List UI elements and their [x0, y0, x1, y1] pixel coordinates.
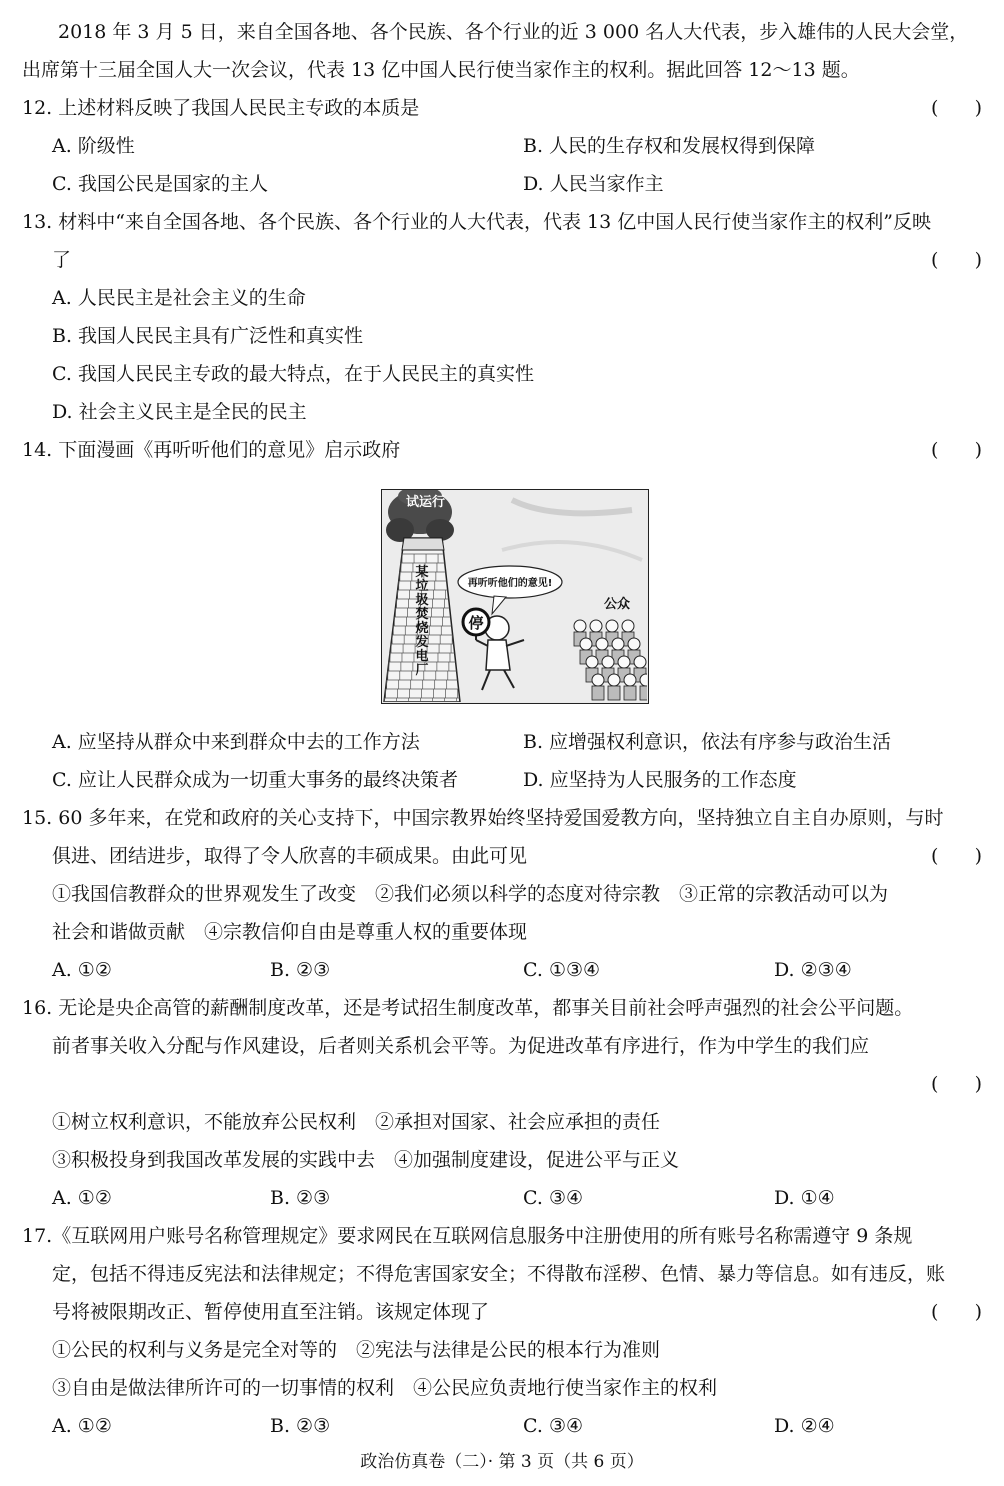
q16-option-b: B. ②③: [270, 1187, 331, 1209]
q13-stem-line-2: 了: [52, 249, 72, 271]
crowd-person-head: [592, 674, 604, 686]
q16-option-a: A. ①②: [52, 1187, 112, 1209]
q15-stem-line-2: 俱进、团结进步，取得了令人欣喜的丰硕成果。由此可见: [52, 845, 528, 867]
q16-stem-line-1: 16. 无论是央企高管的薪酬制度改革，还是考试招生制度改革，都事关目前社会呼声强烈的社会公平问题。: [22, 997, 914, 1019]
q16-option-c: C. ③④: [523, 1187, 584, 1209]
intro-line-2: 出席第十三届全国人大一次会议，代表 13 亿中国人民行使当家作主的权利。据此回答 12～13 题。: [22, 59, 860, 81]
crowd-person-head: [612, 638, 624, 650]
crowd-person-head: [602, 656, 614, 668]
crowd-person-head: [622, 620, 634, 632]
chimney-label-char: 垃: [415, 579, 429, 594]
q13-option-c: C. 我国人民民主专政的最大特点，在于人民民主的真实性: [52, 363, 534, 385]
crowd-person-head: [608, 674, 620, 686]
q15-stem-line-1: 15. 60 多年来，在党和政府的关心支持下，中国宗教界始终坚持爱国爱教方向，坚持独立自主自办原则，与时: [22, 807, 944, 829]
q12-stem: 12. 上述材料反映了我国人民民主专政的本质是: [22, 97, 420, 119]
q14-stem: 14. 下面漫画《再听听他们的意见》启示政府: [22, 439, 401, 461]
chimney-label-char: 电: [415, 649, 429, 664]
chimney-label-char: 某: [415, 565, 429, 580]
page-footer: 政治仿真卷（二）· 第 3 页（共 6 页）: [360, 1452, 644, 1472]
q14-option-a: A. 应坚持从群众中来到群众中去的工作方法: [52, 731, 420, 753]
q17-option-d: D. ②④: [774, 1415, 835, 1437]
q12-option-a: A. 阶级性: [52, 135, 135, 157]
q17-option-a: A. ①②: [52, 1415, 112, 1437]
q12-option-d: D. 人民当家作主: [523, 173, 664, 195]
crowd-person-head: [624, 674, 636, 686]
q12-option-b: B. 人民的生存权和发展权得到保障: [523, 135, 816, 157]
q13-option-d: D. 社会主义民主是全民的民主: [52, 401, 307, 423]
q13-option-a: A. 人民民主是社会主义的生命: [52, 287, 306, 309]
cartoon-drawing: [382, 490, 647, 702]
stop-sign: [463, 609, 489, 635]
q17-option-b: B. ②③: [270, 1415, 331, 1437]
chimney-label-char: 厂: [415, 663, 429, 678]
q16-option-d: D. ①④: [774, 1187, 835, 1209]
crowd-person-head: [618, 656, 630, 668]
chimney-label-char: 发: [415, 635, 429, 650]
crowd-person-head: [574, 620, 586, 632]
q16-stem-line-2: 前者事关收入分配与作风建设，后者则关系机会平等。为促进改革有序进行，作为中学生的我们应: [52, 1035, 870, 1057]
q17-statement-line-2: ③自由是做法律所许可的一切事情的权利 ④公民应负责地行使当家作主的权利: [52, 1377, 718, 1399]
q13-option-b: B. 我国人民民主具有广泛性和真实性: [52, 325, 364, 347]
crowd-person-head: [640, 674, 647, 686]
crowd-person-body: [592, 686, 604, 700]
q15-option-b: B. ②③: [270, 959, 331, 981]
chimney-label-char: 焚: [415, 607, 429, 622]
q15-answer-paren: ( ): [930, 845, 982, 867]
crowd-person-head: [590, 620, 602, 632]
q13-stem-line-1: 13. 材料中“来自全国各地、各个民族、各个行业的人大代表，代表 13 亿中国人民行使当家作主的权利”反映: [22, 211, 931, 233]
crowd-person-body: [624, 686, 636, 700]
q14-option-d: D. 应坚持为人民服务的工作态度: [523, 769, 797, 791]
q16-answer-paren: ( ): [930, 1073, 982, 1095]
crowd-person-head: [596, 638, 608, 650]
q15-statement-line-2: 社会和谐做贡献 ④宗教信仰自由是尊重人权的重要体现: [52, 921, 528, 943]
q17-stem-line-3: 号将被限期改正、暂停使用直至注销。该规定体现了: [52, 1301, 490, 1323]
q17-statement-line-1: ①公民的权利与义务是完全对等的 ②宪法与法律是公民的根本行为准则: [52, 1339, 661, 1361]
q15-option-d: D. ②③④: [774, 959, 852, 981]
q12-answer-paren: ( ): [930, 97, 982, 119]
crowd-person-head: [634, 656, 646, 668]
q16-statement-line-2: ③积极投身到我国改革发展的实践中去 ④加强制度建设，促进公平与正义: [52, 1149, 680, 1171]
q15-statement-line-1: ①我国信教群众的世界观发生了改变 ②我们必须以科学的态度对待宗教 ③正常的宗教活动可以为: [52, 883, 889, 905]
crowd-person-head: [586, 656, 598, 668]
smoke-char-1: 试运行: [406, 495, 446, 510]
q17-stem-line-1: 17.《互联网用户账号名称管理规定》要求网民在互联网信息服务中注册使用的所有账号名称需遵守 9 条规: [22, 1225, 913, 1247]
crowd-person-head: [580, 638, 592, 650]
crowd-person-head: [606, 620, 618, 632]
q14-option-b: B. 应增强权利意识，依法有序参与政治生活: [523, 731, 892, 753]
q14-answer-paren: ( ): [930, 439, 982, 461]
crowd-person-body: [608, 686, 620, 700]
q12-option-c: C. 我国公民是国家的主人: [52, 173, 268, 195]
q15-option-c: C. ①③④: [523, 959, 601, 981]
q13-answer-paren: ( ): [930, 249, 982, 271]
stop-sign-text: 停: [468, 614, 484, 632]
crowd-person-head: [628, 638, 640, 650]
public-label: 公众: [604, 597, 631, 612]
q14-cartoon: [381, 489, 649, 704]
chimney-label-char: 圾: [415, 593, 429, 608]
q15-option-a: A. ①②: [52, 959, 112, 981]
crowd-person-body: [640, 686, 647, 700]
q17-answer-paren: ( ): [930, 1301, 982, 1323]
q17-stem-line-2: 定，包括不得违反宪法和法律规定；不得危害国家安全；不得散布淫秽、色情、暴力等信息。如有违反，账: [52, 1263, 946, 1285]
chimney-label: [414, 564, 428, 678]
speech-text: 再听听他们的意见!: [467, 578, 553, 589]
q14-option-c: C. 应让人民群众成为一切重大事务的最终决策者: [52, 769, 458, 791]
chimney-label-char: 烧: [415, 621, 429, 636]
q17-option-c: C. ③④: [523, 1415, 584, 1437]
intro-line-1: 2018 年 3 月 5 日，来自全国各地、各个民族、各个行业的近 3 000 名人大代表，步入雄伟的人民大会堂，: [58, 21, 969, 43]
q16-statement-line-1: ①树立权利意识，不能放弃公民权利 ②承担对国家、社会应承担的责任: [52, 1111, 661, 1133]
